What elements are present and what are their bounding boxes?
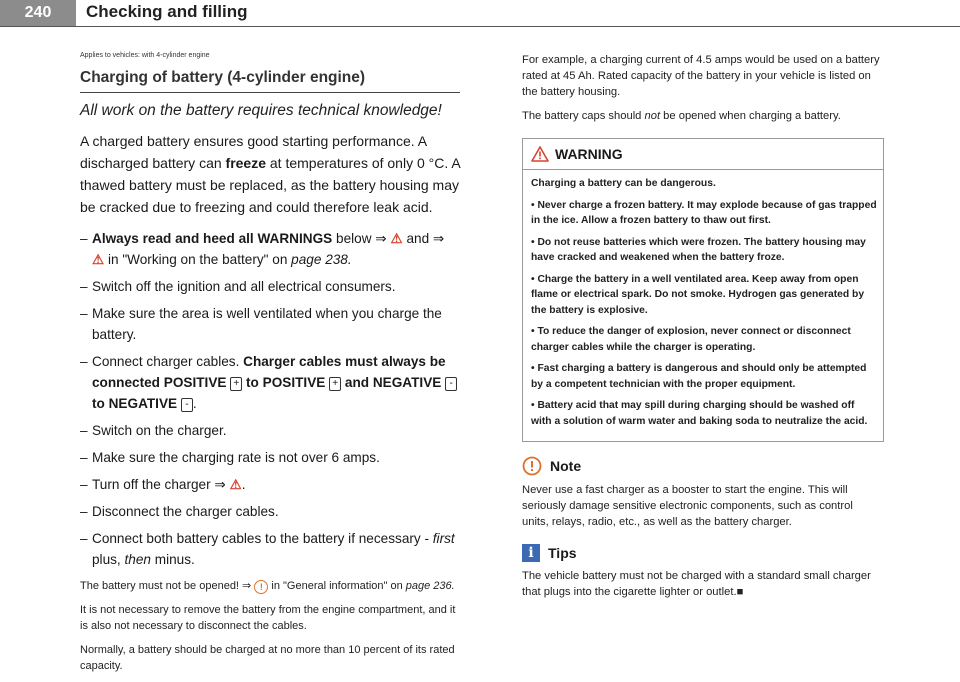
end-mark: ■ bbox=[736, 586, 744, 598]
warning-icon[interactable]: ⚠ bbox=[390, 231, 403, 246]
note-text: Never use a fast charger as a booster to start the engine. This will seriously damage sensitive electronic components, such as control units, relays, radio, etc., as well as the battery charger. bbox=[522, 484, 853, 528]
warning-box bbox=[522, 138, 884, 442]
warning-item: • Battery acid that may spill during charging should be washed off with a solution of warm water and baking soda to neutralize the acid. bbox=[531, 400, 868, 427]
minus-terminal-icon: - bbox=[181, 398, 193, 412]
note-header bbox=[522, 456, 882, 476]
step-text: in "Working on the battery" on bbox=[104, 252, 292, 267]
page-link[interactable]: page 236. bbox=[405, 580, 455, 592]
intro-paragraph bbox=[80, 130, 460, 218]
step-text: Connect both battery cables to the battery if necessary - bbox=[92, 531, 433, 546]
warning-header bbox=[523, 139, 883, 170]
section-divider bbox=[80, 92, 460, 93]
warning-triangle-icon bbox=[531, 146, 549, 162]
step-turn-off: – Turn off the charger ⇒ ⚠. bbox=[80, 474, 460, 495]
warning-item: • Never charge a frozen battery. It may explode because of gas trapped in the ice. Allow a frozen battery to thaw out first. bbox=[531, 199, 877, 226]
info-icon: i bbox=[522, 544, 540, 562]
step-connect-cables: – Connect charger cables. Charger cables must always be connected POSITIVE + to POSITIVE + and NEGATIVE - to NEGATIVE - . bbox=[80, 351, 460, 414]
note-title: Note bbox=[550, 458, 582, 474]
step-text: Make sure the area is well ventilated when you charge the battery. bbox=[92, 306, 442, 342]
step-text: plus, bbox=[92, 552, 125, 567]
applies-to: Applies to vehicles: with 4-cylinder engine bbox=[80, 52, 210, 59]
step-emphasis: and NEGATIVE bbox=[341, 375, 442, 390]
warning-item: Charging a battery can be dangerous. bbox=[531, 178, 716, 189]
chapter-title: Checking and filling bbox=[86, 2, 248, 21]
step-reconnect: – Connect both battery cables to the battery if necessary - first plus, then minus. bbox=[80, 531, 455, 567]
step-emphasis: first bbox=[432, 531, 455, 546]
step-text: Switch off the ignition and all electrical consumers. bbox=[92, 279, 396, 294]
paragraph-text: in "General information" on bbox=[268, 580, 406, 592]
lead-sentence: All work on the battery requires technical knowledge! bbox=[80, 102, 442, 119]
warning-body bbox=[523, 170, 883, 441]
warning-item: • To reduce the danger of explosion, never connect or disconnect charger cables while the charger is operating. bbox=[531, 326, 851, 353]
warning-icon[interactable]: ⚠ bbox=[92, 252, 105, 267]
page-link[interactable]: page 238. bbox=[291, 252, 352, 267]
tips-header bbox=[522, 544, 882, 562]
left-column bbox=[80, 52, 460, 682]
warning-item: • Charge the battery in a well ventilated area. Keep away from open flame or electrical spark. Do not smoke. Hydrogen gas generated by the battery is explosive. bbox=[531, 273, 865, 316]
step-switch-on: – Switch on the charger. bbox=[80, 423, 227, 438]
paragraph bbox=[522, 108, 882, 124]
step-text: Switch on the charger. bbox=[92, 423, 227, 438]
step-rate: – Make sure the charging rate is not over 6 amps. bbox=[80, 450, 380, 465]
step-text: Connect charger cables. bbox=[92, 354, 244, 369]
step-read-warnings: – Always read and heed all WARNINGS below ⇒ ⚠ and ⇒ ⚠ in "Working on the battery" on page 238. bbox=[80, 228, 460, 270]
paragraph-emphasis: not bbox=[644, 110, 661, 122]
step-text: Disconnect the charger cables. bbox=[92, 504, 279, 519]
warning-item: • Do not reuse batteries which were frozen. The battery housing may have cracked and weakened when the battery froze. bbox=[531, 236, 866, 263]
step-emphasis: Charger cables must always be connected POSITIVE bbox=[92, 354, 446, 390]
step-ventilate: – Make sure the area is well ventilated when you charge the battery. bbox=[80, 306, 442, 342]
step-emphasis: Always read and heed all WARNINGS bbox=[92, 231, 333, 246]
tips-title: Tips bbox=[548, 545, 577, 561]
intro-emphasis: freeze bbox=[225, 155, 266, 171]
paragraph: For example, a charging current of 4.5 amps would be used on a battery rated at 45 Ah. Rated capacity of the battery in your vehicle is listed on the battery housing. bbox=[522, 54, 880, 98]
warning-item: • Fast charging a battery is dangerous and should only be attempted by a competent technician with the proper equipment. bbox=[531, 363, 867, 390]
paragraph-text: The battery must not be opened! ⇒ bbox=[80, 580, 255, 592]
step-text: Turn off the charger ⇒ bbox=[92, 477, 230, 492]
step-text: Make sure the charging rate is not over 6 amps. bbox=[92, 450, 380, 465]
plus-terminal-icon: + bbox=[329, 377, 341, 391]
warning-title: WARNING bbox=[555, 146, 623, 162]
page-number: 240 bbox=[0, 0, 76, 26]
note-circle-icon bbox=[522, 456, 542, 476]
right-column bbox=[522, 52, 882, 608]
paragraph-text: The battery caps should bbox=[522, 110, 645, 122]
paragraph: It is not necessary to remove the battery from the engine compartment, and it is also not necessary to disconnect the cables. bbox=[80, 604, 456, 632]
warning-icon[interactable]: ⚠ bbox=[229, 477, 242, 492]
tips-paragraph bbox=[522, 568, 882, 600]
intro-text: at temperatures of only 0 °C. A thawed battery must be replaced, as the battery housing may be cracked due to freezing and could therefore leak acid. bbox=[80, 155, 460, 215]
intro-text: A charged battery ensures good starting performance. A discharged battery can bbox=[80, 133, 427, 171]
step-emphasis: to POSITIVE bbox=[242, 375, 326, 390]
header-divider bbox=[0, 26, 960, 27]
step-emphasis: then bbox=[124, 552, 151, 567]
paragraph: Normally, a battery should be charged at no more than 10 percent of its rated capacity. bbox=[80, 644, 455, 672]
battery-open-note bbox=[80, 578, 460, 594]
note-circle-icon[interactable]: ! bbox=[254, 580, 268, 594]
minus-terminal-icon: - bbox=[445, 377, 457, 391]
page-header bbox=[0, 0, 960, 30]
paragraph-text: be opened when charging a battery. bbox=[660, 110, 841, 122]
plus-terminal-icon: + bbox=[230, 377, 242, 391]
step-emphasis: to NEGATIVE bbox=[92, 396, 178, 411]
tips-text: The vehicle battery must not be charged with a standard small charger that plugs into the cigarette lighter or outlet. bbox=[522, 570, 871, 598]
step-switch-off: – Switch off the ignition and all electrical consumers. bbox=[80, 279, 396, 294]
step-text: and ⇒ bbox=[402, 231, 445, 246]
step-disconnect: – Disconnect the charger cables. bbox=[80, 504, 279, 519]
step-text: below ⇒ bbox=[332, 231, 391, 246]
section-title: Charging of battery (4-cylinder engine) bbox=[80, 69, 366, 86]
step-text: minus. bbox=[150, 552, 195, 567]
